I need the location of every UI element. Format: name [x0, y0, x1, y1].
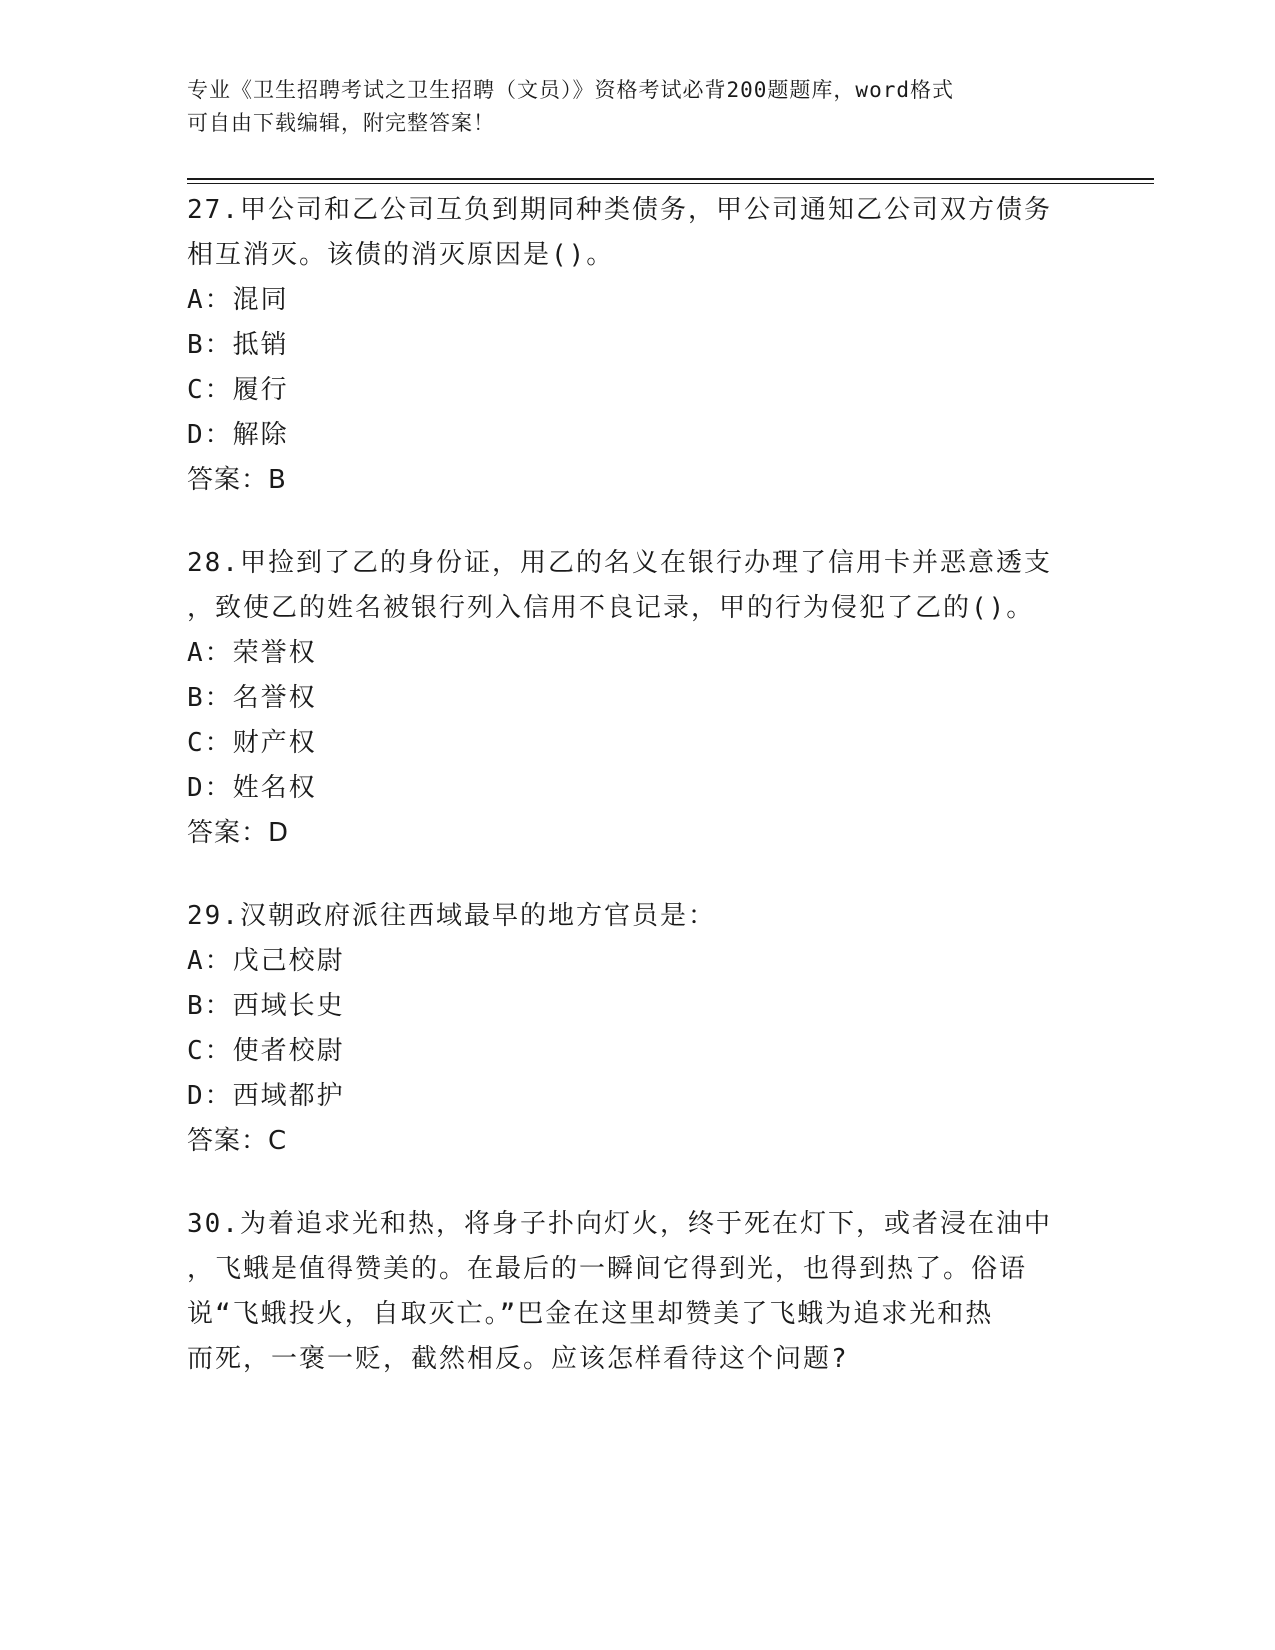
- option-a: A：荣誉权: [187, 638, 317, 668]
- header-divider-thick: [187, 178, 1154, 180]
- option-d: D：姓名权: [187, 773, 317, 803]
- question-text-line: 说“飞蛾投火，自取灭亡。”巴金在这里却赞美了飞蛾为追求光和热: [187, 1299, 994, 1329]
- option-c: C：履行: [187, 375, 289, 405]
- question-30: [187, 1202, 1077, 1382]
- question-29: [187, 894, 1077, 1164]
- question-text-line: 30.为着追求光和热，将身子扑向灯火，终于死在灯下，或者浸在油中: [187, 1209, 1052, 1239]
- header-line-2: 可自由下载编辑，附完整答案！: [187, 111, 495, 135]
- question-text: [187, 894, 1077, 939]
- question-text-line: 相互消灭。该债的消灭原因是()。: [187, 240, 615, 270]
- option-c: C：使者校尉: [187, 1036, 345, 1066]
- answer-line: 答案：B: [187, 465, 287, 495]
- question-text: [187, 1202, 1077, 1382]
- option-a: A：戊己校尉: [187, 946, 345, 976]
- question-text-line: ，致使乙的姓名被银行列入信用不良记录，甲的行为侵犯了乙的()。: [187, 593, 1035, 623]
- answer-line: 答案：C: [187, 1126, 288, 1156]
- option-c: C：财产权: [187, 728, 317, 758]
- option-b: B：抵销: [187, 330, 289, 360]
- question-text: [187, 188, 1077, 278]
- option-d: D：解除: [187, 420, 289, 450]
- option-d: D：西域都护: [187, 1081, 345, 1111]
- question-list: [187, 188, 1077, 1420]
- option-b: B：名誉权: [187, 683, 317, 713]
- option-a: A：混同: [187, 285, 289, 315]
- question-text-line: 而死，一褒一贬，截然相反。应该怎样看待这个问题?: [187, 1344, 849, 1374]
- question-text-line: 28.甲捡到了乙的身份证，用乙的名义在银行办理了信用卡并恶意透支: [187, 548, 1052, 578]
- question-text-line: 27.甲公司和乙公司互负到期同种类债务，甲公司通知乙公司双方债务: [187, 195, 1052, 225]
- question-text: [187, 541, 1077, 631]
- document-header: [187, 74, 1067, 140]
- question-text-line: ，飞蛾是值得赞美的。在最后的一瞬间它得到光，也得到热了。俗语: [187, 1254, 1028, 1284]
- question-28: [187, 541, 1077, 856]
- answer-line: 答案：D: [187, 818, 290, 848]
- option-b: B：西域长史: [187, 991, 345, 1021]
- question-27: [187, 188, 1077, 503]
- question-text-line: 29.汉朝政府派往西域最早的地方官员是：: [187, 901, 716, 931]
- header-line-1: 专业《卫生招聘考试之卫生招聘（文员）》资格考试必背200题题库，word格式: [187, 78, 954, 102]
- header-divider-thin: [187, 183, 1154, 184]
